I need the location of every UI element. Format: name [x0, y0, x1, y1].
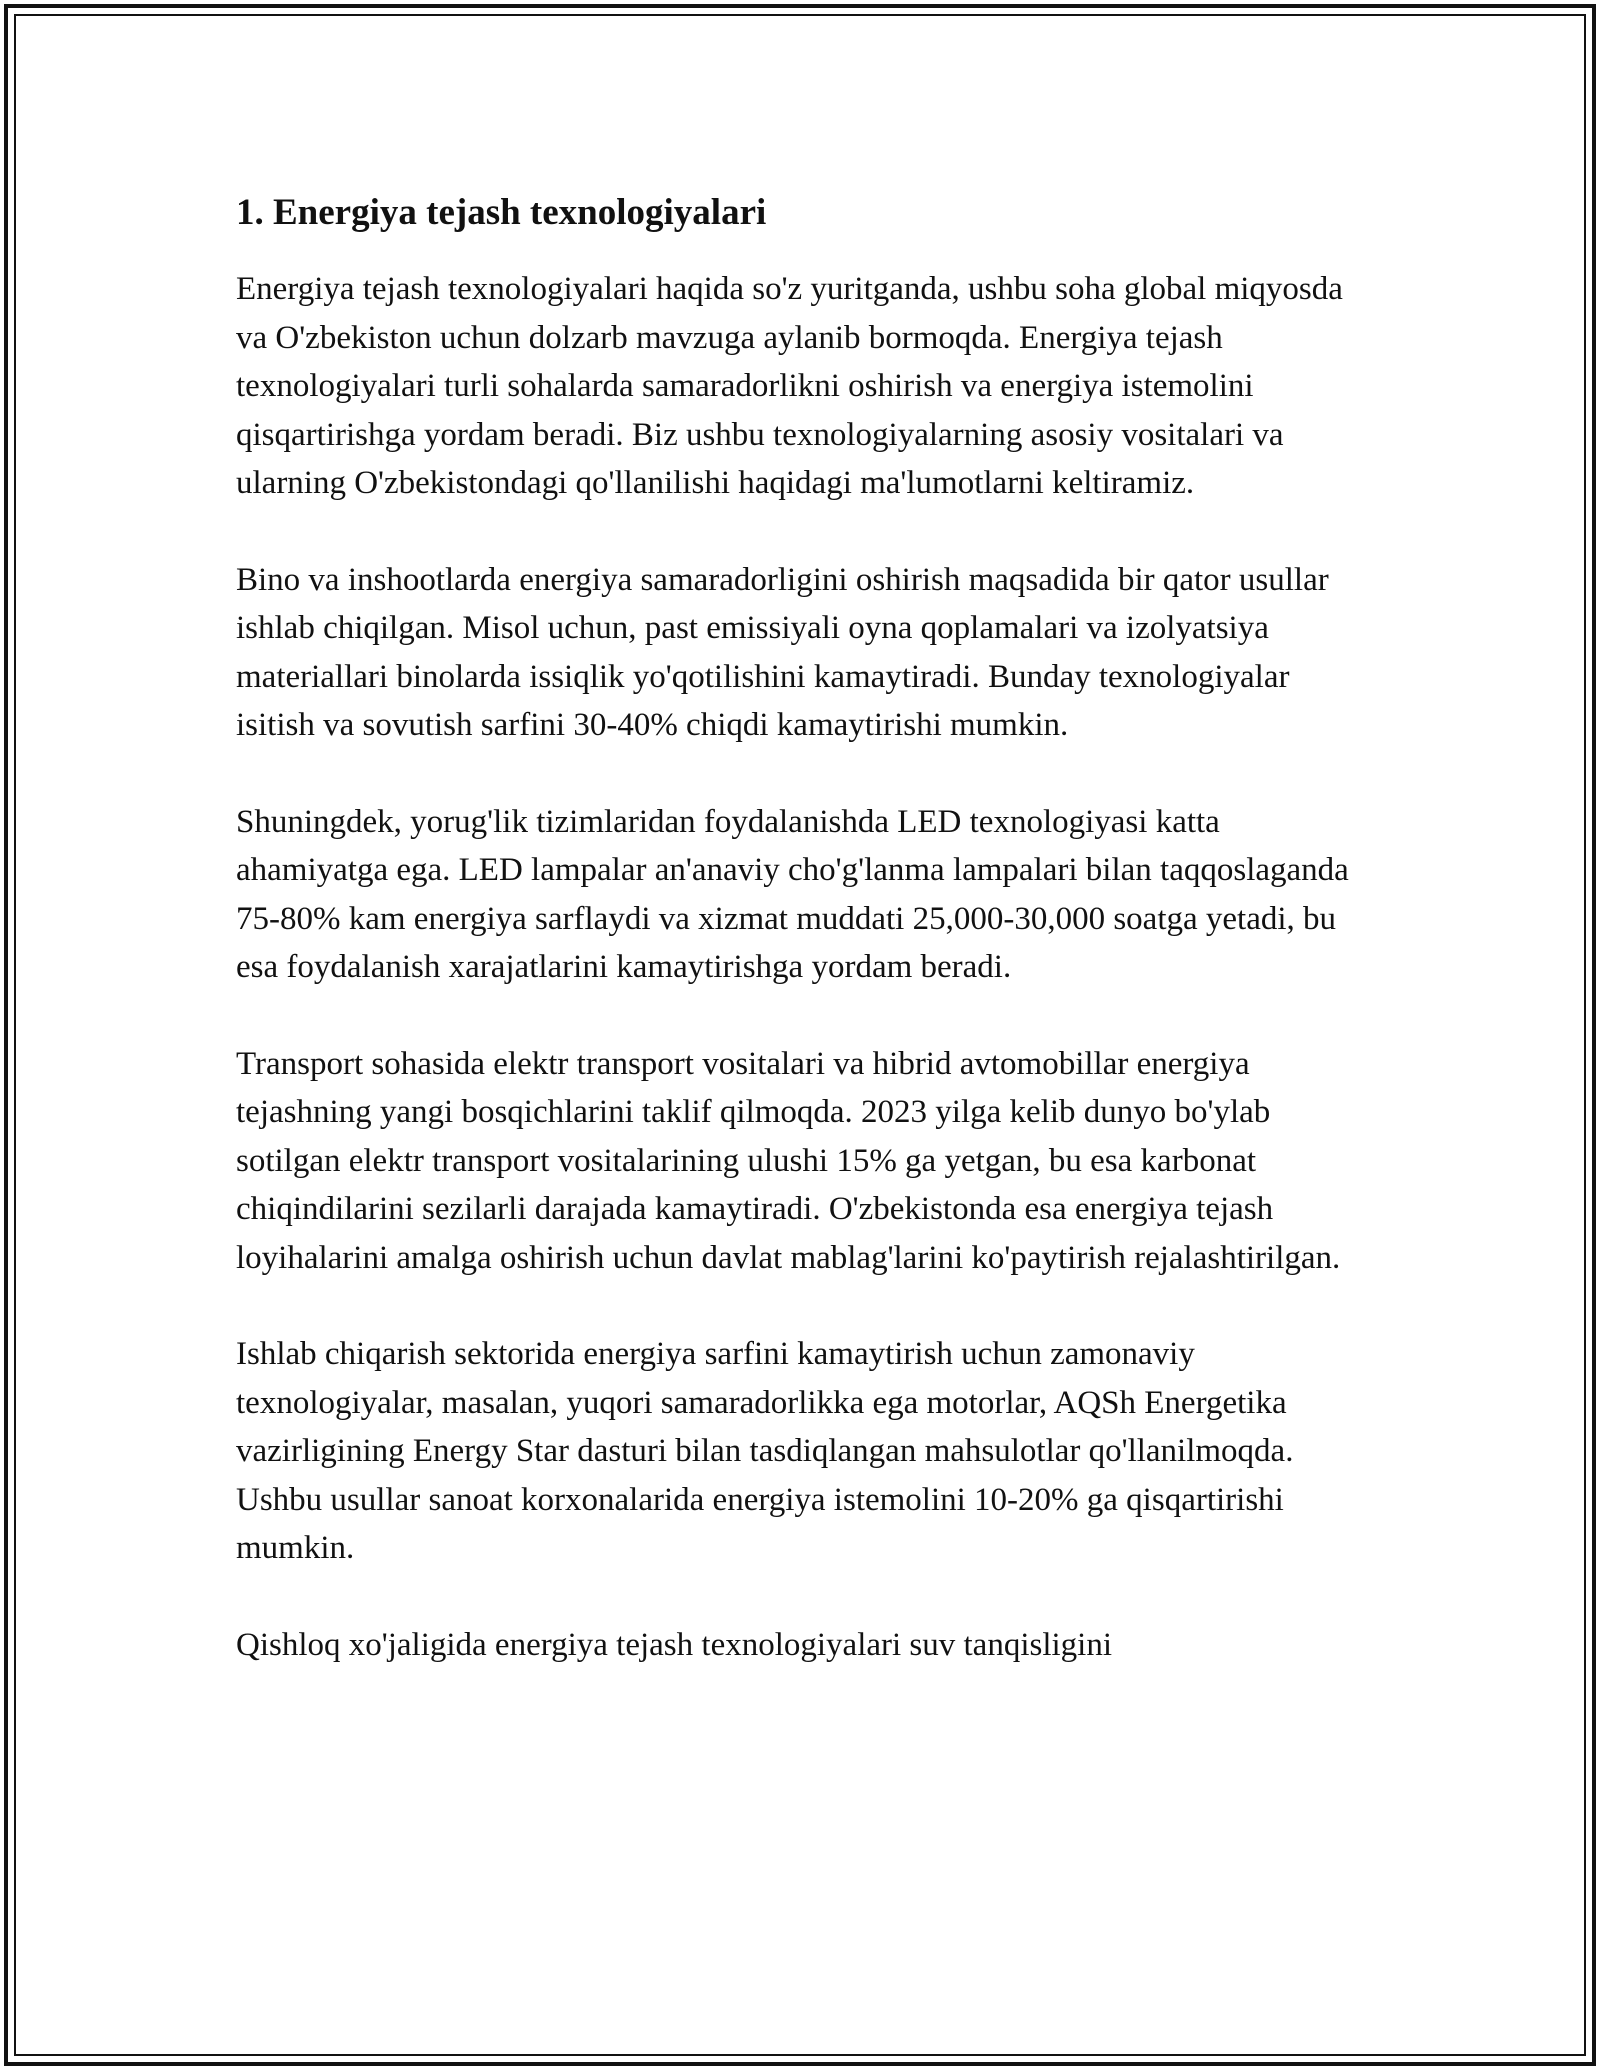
paragraph-transport: Transport sohasida elektr transport vositalari va hibrid avtomobillar energiya tejashning yangi bosqichlarini taklif qilmoqda. 2023 yilga kelib dunyo bo'ylab sotilgan elektr transport vositalarining ulushi 15% ga yetgan, bu esa karbonat chiqindilarini sezilarli darajada kamaytiradi. O'zbekistonda esa energiya tejash loyihalarini amalga oshirish uchun davlat mablag'larini ko'paytirish rejalashtirilgan.	[236, 1045, 1341, 1276]
paragraph-intro: Energiya tejash texnologiyalari haqida so'z yuritganda, ushbu soha global miqyosda va O'zbekiston uchun dolzarb mavzuga aylanib bormoqda. Energiya tejash texnologiyalari turli sohalarda samaradorlikni oshirish va energiya istemolini qisqartirishga yordam beradi. Biz ushbu texnologiyalarning asosiy vositalari va ularning O'zbekistondagi qo'llanilishi haqidagi ma'lumotlarni keltiramiz.	[236, 271, 1343, 501]
paragraph-lighting: Shuningdek, yorug'lik tizimlaridan foydalanishda LED texnologiyasi katta ahamiyatga ega. LED lampalar an'anaviy cho'g'lanma lampalari bilan taqqoslaganda 75-80% kam energiya sarflaydi va xizmat muddati 25,000-30,000 soatga yetadi, bu esa foydalanish xarajatlarini kamaytirishga yordam beradi.	[236, 803, 1349, 985]
paragraph-agriculture: Qishloq xo'jaligida energiya tejash texnologiyalari suv tanqisligini	[236, 1626, 1113, 1663]
document-body	[236, 185, 1366, 1717]
section-heading: 1. Energiya tejash texnologiyalari	[236, 192, 767, 233]
paragraph-buildings: Bino va inshootlarda energiya samaradorligini oshirish maqsadida bir qator usullar ishlab chiqilgan. Misol uchun, past emissiyali oyna qoplamalari va izolyatsiya materiallari binolarda issiqlik yo'qotilishini kamaytiradi. Bunday texnologiyalar isitish va sovutish sarfini 30-40% chiqdi kamaytirishi mumkin.	[236, 561, 1329, 743]
paragraph-industry: Ishlab chiqarish sektorida energiya sarfini kamaytirish uchun zamonaviy texnologiyalar, masalan, yuqori samaradorlikka ega motorlar, AQSh Energetika vazirligining Energy Star dasturi bilan tasdiqlangan mahsulotlar qo'llanilmoqda. Ushbu usullar sanoat korxonalarida energiya istemolini 10-20% ga qisqartirishi mumkin.	[236, 1336, 1294, 1566]
